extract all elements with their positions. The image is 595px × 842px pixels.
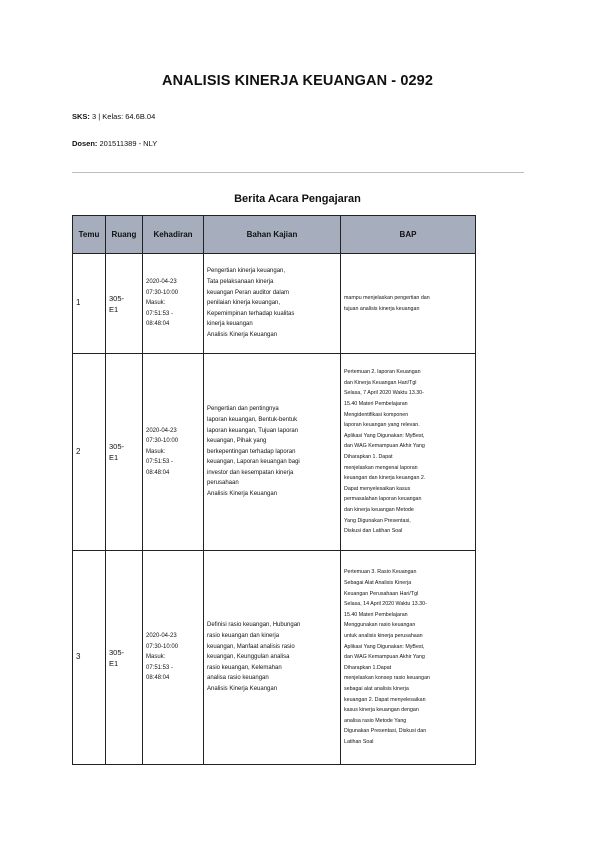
header-bap: BAP (341, 216, 476, 254)
cell-bahan-kajian: Pengertian kinerja keuangan, Tata pelaksanaan kinerja keuangan Peran auditor dalam penilaian kinerja keuangan, Kepemimpinan terhadap kualitas kinerja keuangan Analisis Kinerja Keuangan (204, 254, 341, 354)
table-row (73, 354, 476, 551)
header-ruang: Ruang (106, 216, 143, 254)
dosen-value: 201511389 - NLY (99, 139, 158, 148)
sks-line (72, 112, 155, 121)
sks-value: 3 | Kelas: 64.6B.04 (92, 112, 156, 121)
document-title: ANALISIS KINERJA KEUANGAN - 0292 (162, 73, 433, 89)
table-row (73, 551, 476, 765)
header-bahan-kajian: Bahan Kajian (204, 216, 341, 254)
cell-ruang: 305- E1 (106, 354, 143, 551)
bap-table (72, 215, 476, 765)
sks-label: SKS: (72, 112, 90, 121)
table-header-row (73, 216, 476, 254)
cell-temu: 3 (73, 551, 106, 765)
cell-bahan-kajian: Definisi rasio keuangan, Hubungan rasio keuangan dan kinerja keuangan, Manfaat analisis rasio keuangan, Keunggulan analisa rasio keuangan, Kelemahan analisa rasio keuangan Analisis Kinerja Keuangan (204, 551, 341, 765)
cell-temu: 2 (73, 354, 106, 551)
cell-kehadiran: 2020-04-23 07:30-10:00 Masuk: 07:51:53 - 08:48:04 (143, 354, 204, 551)
cell-kehadiran: 2020-04-23 07:30-10:00 Masuk: 07:51:53 - 08:48:04 (143, 254, 204, 354)
cell-bap: Pertemuan 3. Rasio Keuangan Sebagai Alat Analisis Kinerja Keuangan Perusahaan Hari/Tgl Selasa, 14 April 2020 Waktu 13.30- 15.40 Materi Pembelajaran Menggunakan rasio keuangan untuk analisis kinerja perusahaan Aplikasi Yang Digunakan: MyBest, dan WAG Kemampuan Akhir Yang Diharapkan 1.Dapat menjelaskan konsep rasio keuangan sebagai alat analisis kinerja keuangan 2. Dapat menyelesaikan kasus kinerja keuangan dengan analisa rasio Metode Yang Digunakan Presentasi, Diskusi dan Latihan Soal (341, 551, 476, 765)
dosen-label: Dosen: (72, 139, 98, 148)
cell-bap: Pertemuan 2. laporan Keuangan dan Kinerja Keuangan Hari/Tgl Selasa, 7 April 2020 Waktu 13.30- 15.40 Materi Pembelajaran Mengidentifikasi komponen laporan keuangan yang relevan. Aplikasi Yang Digunakan: MyBest, dan WAG Kemampuan Akhir Yang Diharapkan 1. Dapat menjelaskan mengenai laporan keuangan dan kinerja keuangan 2. Dapat menyelesaikan kasus permasalahan laporan keuangan dan kinerja keuangan Metode Yang Digunakan Presentasi, Diskusi dan Latihan Soal (341, 354, 476, 551)
cell-ruang: 305- E1 (106, 551, 143, 765)
table-row (73, 254, 476, 354)
section-title: Berita Acara Pengajaran (234, 193, 361, 205)
header-kehadiran: Kehadiran (143, 216, 204, 254)
cell-temu: 1 (73, 254, 106, 354)
dosen-line (72, 139, 157, 148)
header-temu: Temu (73, 216, 106, 254)
cell-bahan-kajian: Pengertian dan pentingnya laporan keuangan, Bentuk-bentuk laporan keuangan, Tujuan laporan keuangan, Pihak yang berkepentingan terhadap laporan keuangan, Laporan keuangan bagi investor dan kesempatan kinerja perusahaan Analisis Kinerja Keuangan (204, 354, 341, 551)
divider (72, 172, 524, 173)
cell-bap: mampu menjelaskan pengertian dan tujuan analisis kinerja keuangan (341, 254, 476, 354)
cell-ruang: 305- E1 (106, 254, 143, 354)
cell-kehadiran: 2020-04-23 07:30-10:00 Masuk: 07:51:53 - 08:48:04 (143, 551, 204, 765)
